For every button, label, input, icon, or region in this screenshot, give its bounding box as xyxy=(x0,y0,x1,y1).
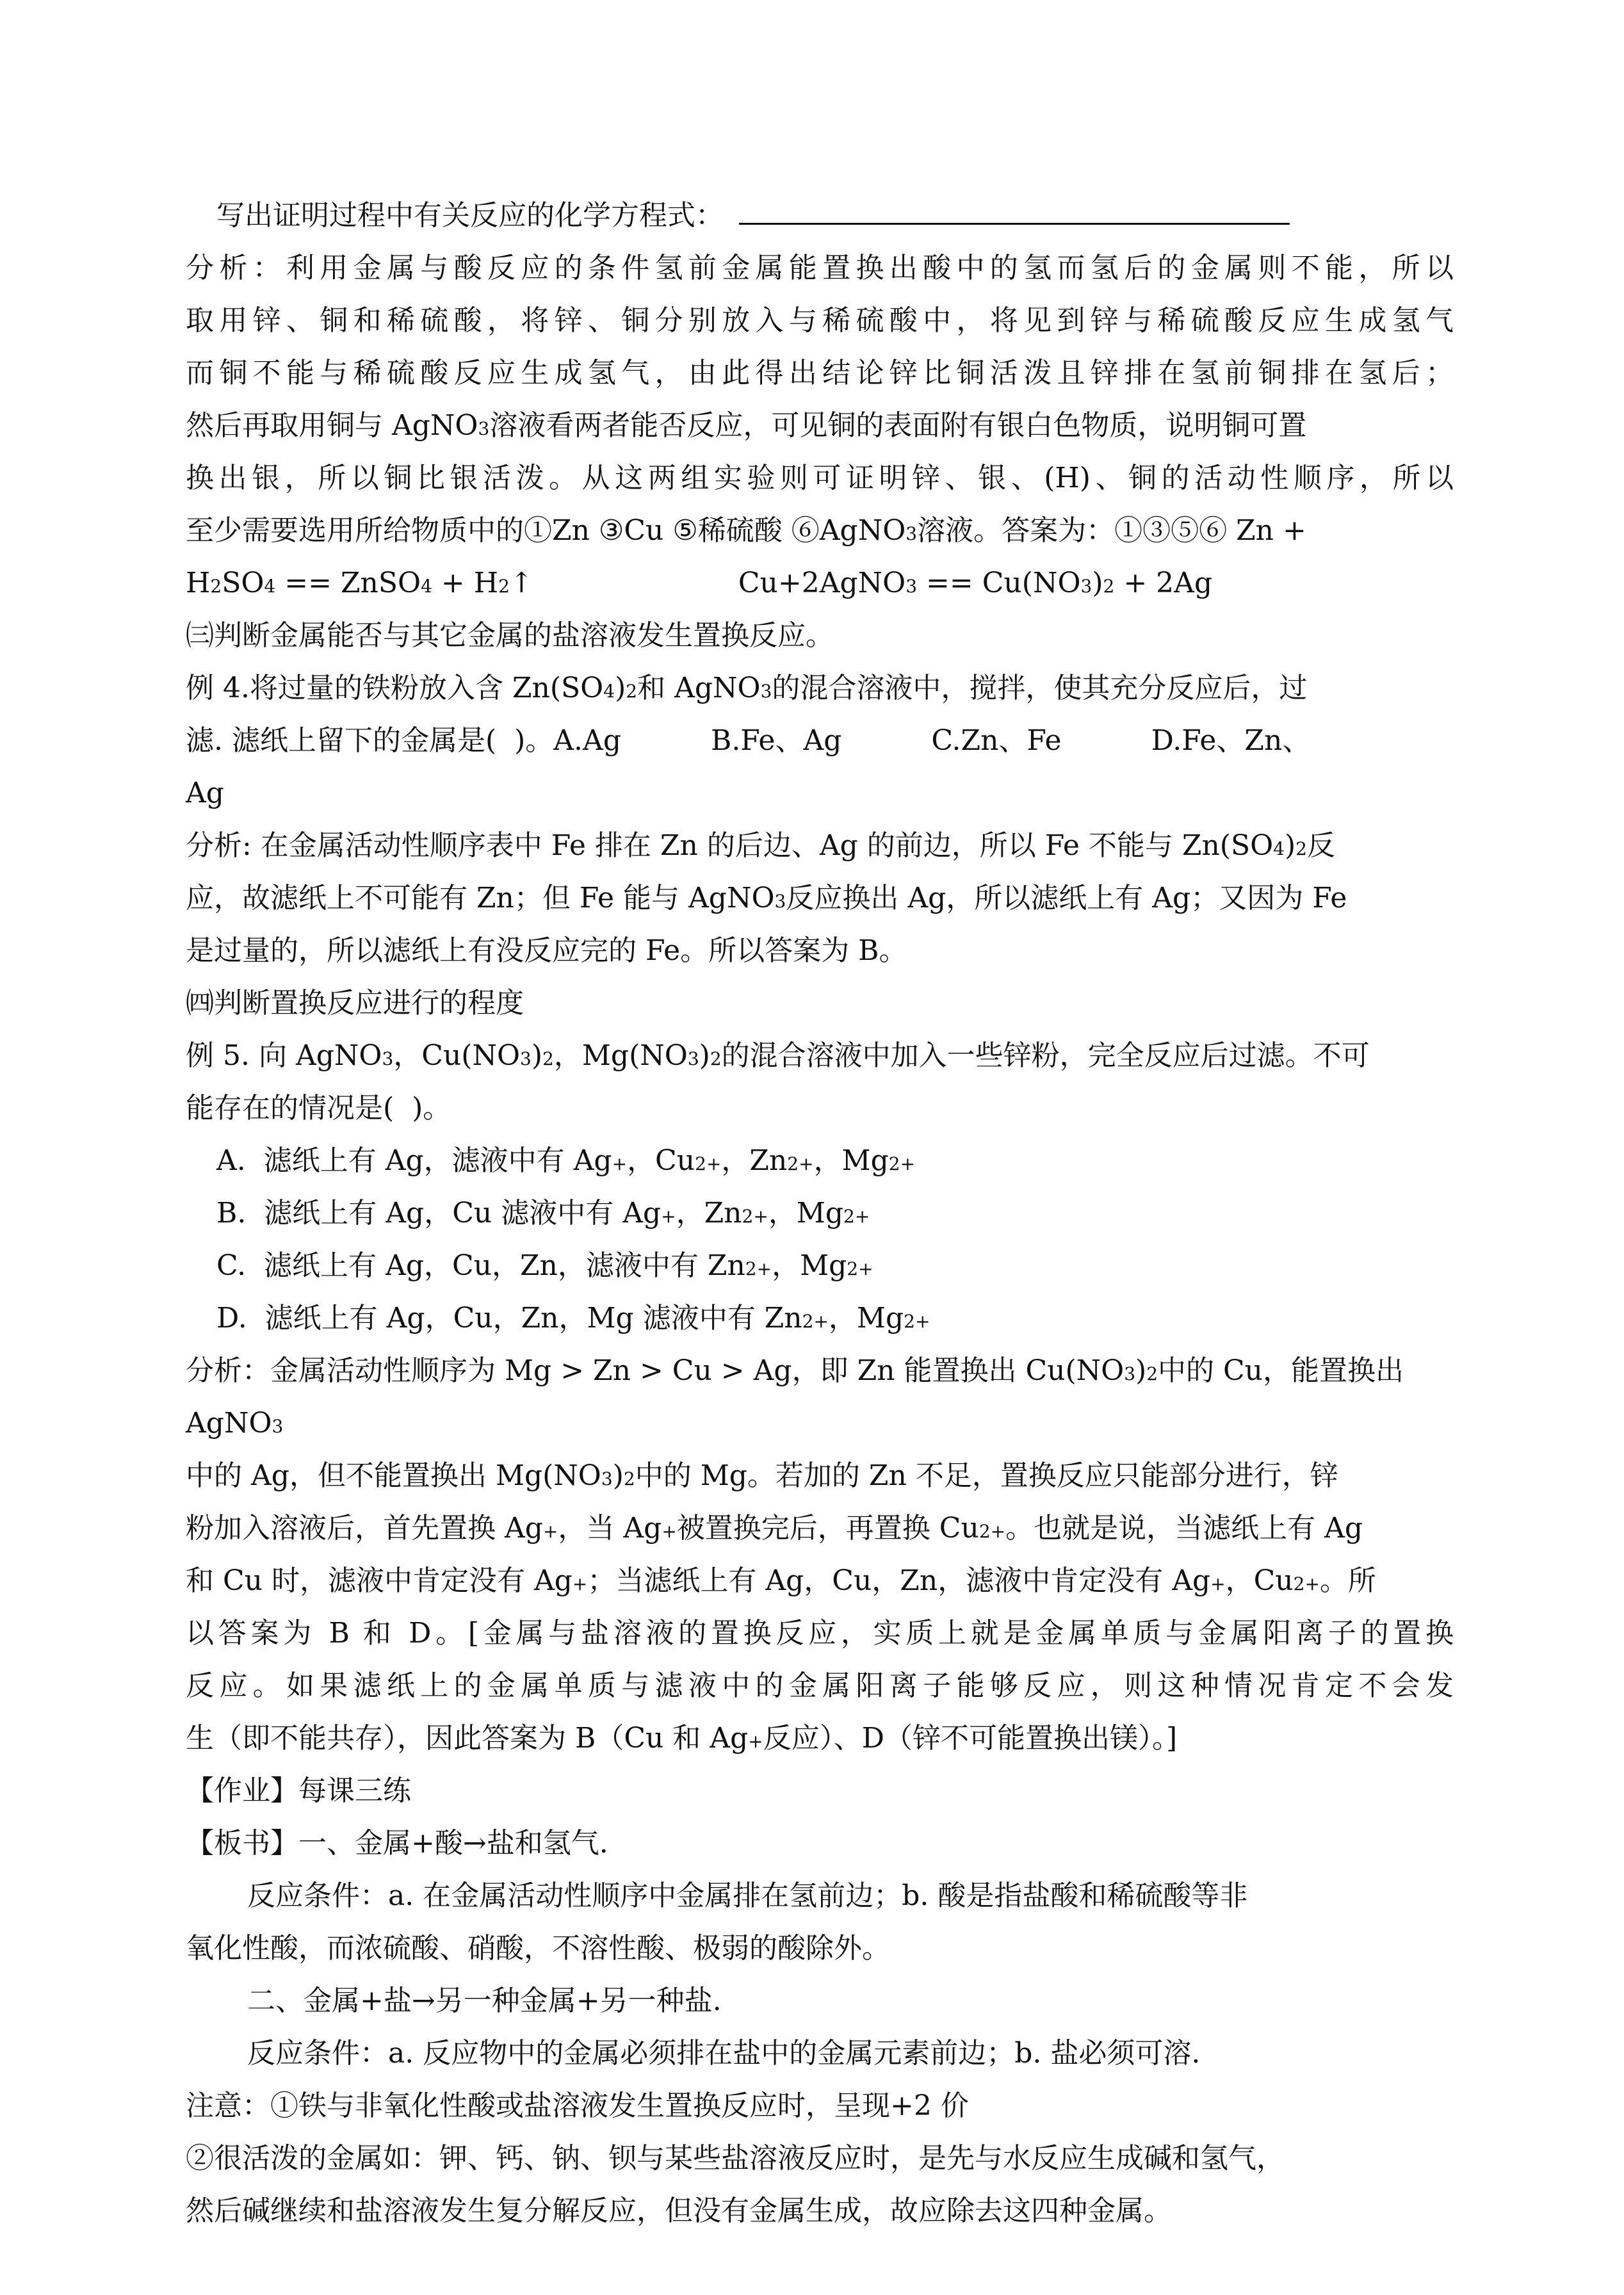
option-d: D. 滤纸上有 Ag，Cu，Zn，Mg 滤液中有 Zn 2+ ，Mg 2+ xyxy=(186,1292,1454,1345)
text: 二、金属+盐→另一种金属+另一种盐. xyxy=(247,1984,722,2017)
option-d: D.Fe、Zn、 xyxy=(1151,724,1311,757)
text: 被置换完后，再置换 Cu xyxy=(676,1512,979,1545)
text: D. 滤纸上有 Ag，Cu，Zn，Mg 滤液中有 Zn xyxy=(216,1302,802,1334)
paragraph-line xyxy=(186,1975,1454,2027)
paragraph-line xyxy=(186,1870,1454,1922)
text: == Cu(NO xyxy=(917,567,1081,599)
text: 的混合溶液中，搅拌，使其充分反应后，过 xyxy=(772,672,1308,704)
text: 和 AgNO xyxy=(637,672,761,704)
paragraph-line: 分析：金属活动性顺序为 Mg > Zn > Cu > Ag，即 Zn 能置换出 Cu(NO 3 ) 2 中的 Cu，能置换出 xyxy=(186,1345,1454,1397)
example-line xyxy=(186,1082,1454,1135)
text: 是过量的，所以滤纸上有没反应完的 Fe。所以答案为 B。 xyxy=(186,934,907,967)
text: Cu+2AgNO xyxy=(738,567,906,599)
text: 至少需要选用所给物质中的①Zn ③Cu ⑤稀硫酸 ⑥AgNO xyxy=(186,514,906,547)
text: 应，故滤纸上不可能有 Zn；但 Fe 能与 AgNO xyxy=(186,882,775,914)
text: 溶液。答案为：①③⑤⑥ Zn + xyxy=(917,514,1306,547)
text: 反应条件：a. 在金属活动性顺序中金属排在氢前边；b. 酸是指盐酸和稀硫酸等非 xyxy=(247,1879,1248,1912)
text: H xyxy=(186,567,211,599)
text: 分析: 在金属活动性顺序表中 Fe 排在 Zn 的后边、Ag 的前边，所以 Fe 不能与 Zn(SO xyxy=(186,829,1274,862)
text: 能存在的情况是( )。 xyxy=(186,1092,451,1124)
text: 和 Cu 时，滤液中肯定没有 Ag xyxy=(186,1564,572,1597)
text: ，Mg xyxy=(772,1249,847,1282)
text: 【板书】一、金属+酸→盐和氢气. xyxy=(186,1827,608,1860)
text: C. 滤纸上有 Ag，Cu，Zn，滤液中有 Zn xyxy=(216,1249,745,1282)
answer-blank[interactable] xyxy=(739,195,1290,225)
section-heading xyxy=(186,977,1454,1030)
question-text: 写出证明过程中有关反应的化学方程式： xyxy=(216,199,724,232)
text: ) xyxy=(531,1039,543,1072)
text: ，当 Ag xyxy=(558,1512,662,1545)
text: 。所 xyxy=(1319,1564,1376,1597)
text: 注意：①铁与非氧化性酸或盐溶液发生置换反应时，呈现+2 价 xyxy=(186,2089,969,2122)
text: 反应）、D（锌不可能置换出镁）。] xyxy=(763,1722,1178,1755)
paragraph-line: 生（即不能共存），因此答案为 B（Cu 和 Ag + 反应）、D（锌不可能置换出镁）。] xyxy=(186,1712,1454,1765)
text: A. 滤纸上有 Ag，滤液中有 Ag xyxy=(216,1144,612,1177)
text: 。也就是说，当滤纸上有 Ag xyxy=(1005,1512,1363,1545)
text: 然后再取用铜与 AgNO xyxy=(186,409,478,442)
text: 反应条件：a. 反应物中的金属必须排在盐中的金属元素前边；b. 盐必须可溶. xyxy=(247,2037,1201,2070)
text: 以答案为 B 和 D。[金属与盐溶液的置换反应，实质上就是金属单质与金属阳离子的置换 xyxy=(186,1617,1454,1650)
text: ) xyxy=(699,1039,710,1072)
text: 生（即不能共存），因此答案为 B（Cu 和 Ag xyxy=(186,1722,749,1755)
text: 取用锌、铜和稀硫酸，将锌、铜分别放入与稀硫酸中，将见到锌与稀硫酸反应生成氢气 xyxy=(186,304,1454,337)
text: 分析：金属活动性顺序为 Mg > Zn > Cu > Ag，即 Zn 能置换出 Cu(NO xyxy=(186,1354,1125,1387)
text: 氧化性酸，而浓硫酸、硝酸，不溶性酸、极弱的酸除外。 xyxy=(186,1932,890,1965)
paragraph-line: 然后再取用铜与 AgNO 3 溶液看两者能否反应，可见铜的表面附有银白色物质，说明铜可置 xyxy=(186,400,1454,452)
paragraph-line: 分析: 在金属活动性顺序表中 Fe 排在 Zn 的后边、Ag 的前边，所以 Fe 不能与 Zn(SO 4 ) 2 反 xyxy=(186,820,1454,872)
text: ) xyxy=(1135,1354,1147,1387)
text: 然后碱继续和盐溶液发生复分解反应，但没有金属生成，故应除去这四种金属。 xyxy=(186,2194,1172,2227)
text: 反 xyxy=(1307,829,1335,862)
text: ，Cu xyxy=(627,1144,695,1177)
text: ㈣判断置换反应进行的程度 xyxy=(186,987,524,1019)
text: 溶液看两者能否反应，可见铜的表面附有银白色物质，说明铜可置 xyxy=(489,409,1307,442)
paragraph-line xyxy=(186,925,1454,977)
text: + 2Ag xyxy=(1114,567,1213,599)
text: ，Zn xyxy=(721,1144,788,1177)
example-line: 例 5. 向 AgNO 3 ，Cu(NO 3 ) 2 ，Mg(NO 3 ) 2 的混合溶液中加入一些锌粉，完全反应后过滤。不可 xyxy=(186,1030,1454,1082)
text: 例 5. 向 AgNO xyxy=(186,1039,382,1072)
paragraph-line: AgNO 3 xyxy=(186,1397,1454,1450)
text: ) xyxy=(1092,567,1103,599)
text: B. 滤纸上有 Ag，Cu 滤液中有 Ag xyxy=(216,1197,662,1229)
example-line: 例 4.将过量的铁粉放入含 Zn(SO 4 ) 2 和 AgNO 3 的混合溶液中，搅拌，使其充分反应后，过 xyxy=(186,662,1454,715)
text: ) xyxy=(615,672,626,704)
text: ，Mg xyxy=(828,1302,904,1334)
paragraph-line xyxy=(186,295,1454,347)
text: 例 4.将过量的铁粉放入含 Zn(SO xyxy=(186,672,604,704)
text: 粉加入溶液后，首先置换 Ag xyxy=(186,1512,543,1545)
option-b: B. 滤纸上有 Ag，Cu 滤液中有 Ag + ，Zn 2+ ，Mg 2+ xyxy=(186,1187,1454,1240)
question-line xyxy=(186,190,1454,242)
paragraph-line xyxy=(186,1607,1454,1660)
document-body xyxy=(186,190,1454,2237)
text: 中的 Mg。若加的 Zn 不足，置换反应只能部分进行，锌 xyxy=(635,1459,1338,1492)
paragraph-line xyxy=(186,347,1454,400)
text: ，Mg xyxy=(813,1144,889,1177)
text: 滤. 滤纸上留下的金属是( )。A.Ag xyxy=(186,724,621,757)
note-line xyxy=(186,2132,1454,2185)
paragraph-line xyxy=(186,2027,1454,2080)
example-line xyxy=(186,715,1454,767)
text: 的混合溶液中加入一些锌粉，完全反应后过滤。不可 xyxy=(721,1039,1370,1072)
text: 中的 Ag，但不能置换出 Mg(NO xyxy=(186,1459,601,1492)
text: ，Zn xyxy=(676,1197,742,1229)
text: ㈢判断金属能否与其它金属的盐溶液发生置换反应。 xyxy=(186,619,834,652)
paragraph-line: 至少需要选用所给物质中的①Zn ③Cu ⑤稀硫酸 ⑥AgNO 3 溶液。答案为：①③⑤⑥ Zn + xyxy=(186,505,1454,557)
text: ，Cu(NO xyxy=(393,1039,521,1072)
option-c: C. 滤纸上有 Ag，Cu，Zn，滤液中有 Zn 2+ ，Mg 2+ xyxy=(186,1240,1454,1292)
paragraph-line xyxy=(186,1922,1454,1975)
paragraph-line xyxy=(186,242,1454,295)
text: 中的 Cu，能置换出 xyxy=(1158,1354,1404,1387)
option-c: C.Zn、Fe xyxy=(931,724,1062,757)
homework-line xyxy=(186,1765,1454,1817)
text: Ag xyxy=(186,777,224,809)
text: ；当滤纸上有 Ag，Cu，Zn，滤液中肯定没有 Ag xyxy=(587,1564,1211,1597)
text: ，Mg xyxy=(768,1197,844,1229)
section-heading xyxy=(186,610,1454,662)
option-b: B.Fe、Ag xyxy=(710,724,842,757)
text: 反应换出 Ag，所以滤纸上有 Ag；又因为 Fe xyxy=(786,882,1347,914)
text: == ZnSO xyxy=(275,567,421,599)
text: ) xyxy=(1285,829,1296,862)
note-line xyxy=(186,2080,1454,2132)
text: AgNO xyxy=(186,1407,272,1439)
option-a: A. 滤纸上有 Ag，滤液中有 Ag + ，Cu 2+ ，Zn 2+ ，Mg 2+ xyxy=(186,1135,1454,1187)
example-line xyxy=(186,767,1454,820)
text: 【作业】每课三练 xyxy=(186,1774,411,1807)
paragraph-line xyxy=(186,1660,1454,1712)
board-notes-line xyxy=(186,1817,1454,1870)
text: 而铜不能与稀硫酸反应生成氢气，由此得出结论锌比铜活泼且锌排在氢前铜排在氢后； xyxy=(186,357,1454,389)
text: SO xyxy=(222,567,264,599)
paragraph-line: 应，故滤纸上不可能有 Zn；但 Fe 能与 AgNO 3 反应换出 Ag，所以滤纸上有 Ag；又因为 Fe xyxy=(186,872,1454,925)
paragraph-line: 中的 Ag，但不能置换出 Mg(NO 3 ) 2 中的 Mg。若加的 Zn 不足，置换反应只能部分进行，锌 xyxy=(186,1450,1454,1502)
text: ，Cu xyxy=(1225,1564,1294,1597)
equation-line: H 2 SO 4 == ZnSO 4 + H 2 ↑ Cu+2AgNO 3 == Cu(NO 3 ) 2 + 2Ag xyxy=(186,557,1454,610)
note-line xyxy=(186,2185,1454,2237)
text: 反应。如果滤纸上的金属单质与滤液中的金属阳离子能够反应，则这种情况肯定不会发 xyxy=(186,1669,1454,1702)
paragraph-line: 和 Cu 时，滤液中肯定没有 Ag + ；当滤纸上有 Ag，Cu，Zn，滤液中肯定没有 Ag + ，Cu 2+ 。所 xyxy=(186,1555,1454,1607)
text: ，Mg(NO xyxy=(553,1039,688,1072)
text: 换出银，所以铜比银活泼。从这两组实验则可证明锌、银、(H)、铜的活动性顺序，所以 xyxy=(186,462,1454,494)
text: ) xyxy=(612,1459,624,1492)
text: 分析：利用金属与酸反应的条件氢前金属能置换出酸中的氢而氢后的金属则不能，所以 xyxy=(186,252,1454,284)
paragraph-line: 粉加入溶液后，首先置换 Ag + ，当 Ag + 被置换完后，再置换 Cu 2+ 。也就是说，当滤纸上有 Ag xyxy=(186,1502,1454,1555)
text: + H xyxy=(432,567,499,599)
paragraph-line xyxy=(186,452,1454,505)
text: ②很活泼的金属如：钾、钙、钠、钡与某些盐溶液反应时，是先与水反应生成碱和氢气， xyxy=(186,2142,1285,2175)
gas-arrow: ↑ xyxy=(509,567,533,599)
